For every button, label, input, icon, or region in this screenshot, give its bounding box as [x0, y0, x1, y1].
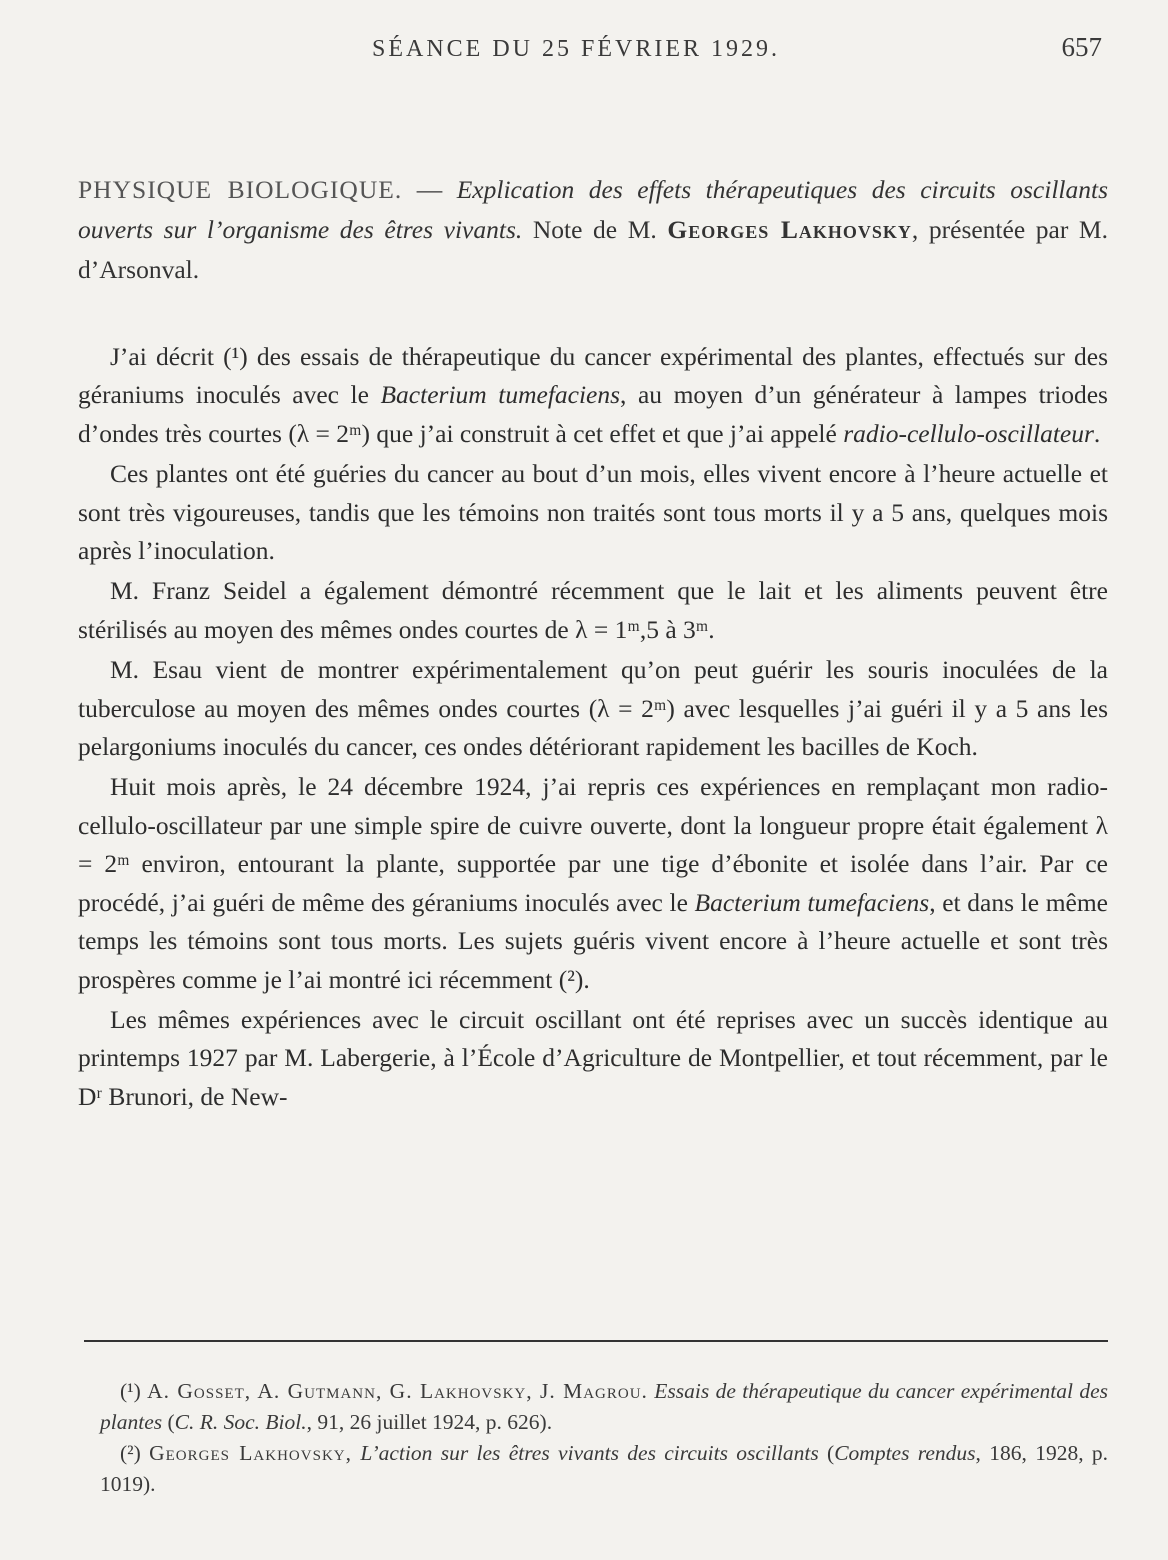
paragraph-1-italic-d: radio-cellulo-oscillateur: [843, 418, 1094, 448]
section-heading: PHYSIQUE BIOLOGIQUE.: [78, 175, 403, 204]
paragraph-3: M. Franz Seidel a également démontré récemment que le lait et les aliments peuvent être stérilisés au moyen des mêmes ondes courtes de λ = 1ᵐ,5 à 3ᵐ.: [78, 576, 1108, 644]
running-title: SÉANCE DU 25 FÉVRIER 1929.: [372, 36, 781, 62]
footnote-2-ref-open: (: [818, 1441, 835, 1465]
footnote-2-journal: Comptes rendus: [834, 1441, 976, 1465]
paragraph-2: Ces plantes ont été guéries du cancer au bout d’un mois, elles vivent encore à l’heure actuelle et sont très vigoureuses, tandis que les témoins non traités sont tous morts il y a 5 ans, quelques mois après l’inoculation.: [78, 459, 1108, 566]
paragraph-5: [78, 768, 1108, 998]
footnote-2: [100, 1438, 1108, 1500]
author-name: Georges Lakhovsky: [667, 215, 912, 244]
article-title-italic: Explication des effets thérapeutiques des circuits oscillants ouverts sur l’organisme des êtres vivants.: [78, 175, 1108, 244]
paragraph-5-text-c: , et dans le même temps les témoins sont tous morts. Les sujets guéris vivent encore à l’heure actuelle et sont très prospères comme je l’ai montré ici récemment (²).: [78, 887, 1108, 994]
paragraph-5-italic-b: Bacterium tumefaciens: [694, 887, 930, 917]
footnote-1-title: Essais de thérapeutique du cancer expérimental des plantes: [100, 1379, 1109, 1434]
footnote-2-author: Georges Lakhovsky,: [149, 1441, 352, 1465]
footnote-2-ref-rest: , 186, 1928, p. 1019).: [100, 1441, 1109, 1496]
paragraph-4: M. Esau vient de montrer expérimentalement qu’on peut guérir les souris inoculées de la tuberculose au moyen des mêmes ondes courtes (λ = 2ᵐ) avec lesquelles j’ai guéri il y a 5 ans les pelargoniums inoculés du cancer, ces ondes détériorant rapidement les bacilles de Koch.: [78, 655, 1108, 762]
paragraph-1: [78, 338, 1108, 453]
paragraph-5-text-a: Huit mois après, le 24 décembre 1924, j’ai repris ces expériences en remplaçant mon radio-cellulo-oscillateur par une simple spire de cuivre ouverte, dont la longueur propre était également λ = 2ᵐ environ, entourant la plante, supportée par une tige d’ébonite et isolée dans l’air. Par ce procédé, j’ai guéri de même des géraniums inoculés avec le: [78, 772, 1108, 917]
title-dash: —: [402, 175, 457, 204]
paragraph-6: Les mêmes expériences avec le circuit oscillant ont été reprises avec un succès identique au printemps 1927 par M. Labergerie, à l’École d’Agriculture de Montpellier, et tout récemment, par le Dʳ Brunori, de New-: [78, 1004, 1108, 1111]
footnote-1-ref-rest: , 91, 26 juillet 1924, p. 626).: [306, 1410, 553, 1434]
page-header: [0, 32, 1168, 76]
footnote-rule: [84, 1340, 1108, 1342]
note-prefix: Note de M.: [522, 215, 668, 244]
footnotes: [100, 1376, 1108, 1500]
article-title: [78, 170, 1108, 290]
footnote-1-journal: C. R. Soc. Biol.: [174, 1410, 307, 1434]
article-body: [78, 338, 1108, 1118]
footnote-2-title: L’action sur les êtres vivants des circuits oscillants: [351, 1441, 819, 1465]
page-number: 657: [1061, 32, 1102, 62]
paragraph-1-text-c: , au moyen d’un générateur à lampes triodes d’ondes très courtes (λ = 2ᵐ) que j’ai construit à cet effet et que j’ai appelé: [78, 380, 1108, 448]
paragraph-1-text-e: .: [1093, 418, 1101, 448]
presented-by: , présentée par M. d’Arsonval.: [78, 215, 1108, 284]
footnote-1: [100, 1376, 1108, 1438]
footnote-2-mark: (²): [120, 1441, 150, 1465]
footnote-1-authors: A. Gosset, A. Gutmann, G. Lakhovsky, J. Magrou.: [147, 1379, 648, 1403]
footnote-1-ref-open: (: [162, 1410, 175, 1434]
paragraph-1-italic-b: Bacterium tumefaciens: [380, 380, 621, 410]
footnote-1-mark: (¹): [120, 1379, 148, 1403]
paragraph-1-text-a: J’ai décrit (¹) des essais de thérapeutique du cancer expérimental des plantes, effectués sur des géraniums inoculés avec le: [78, 342, 1108, 410]
